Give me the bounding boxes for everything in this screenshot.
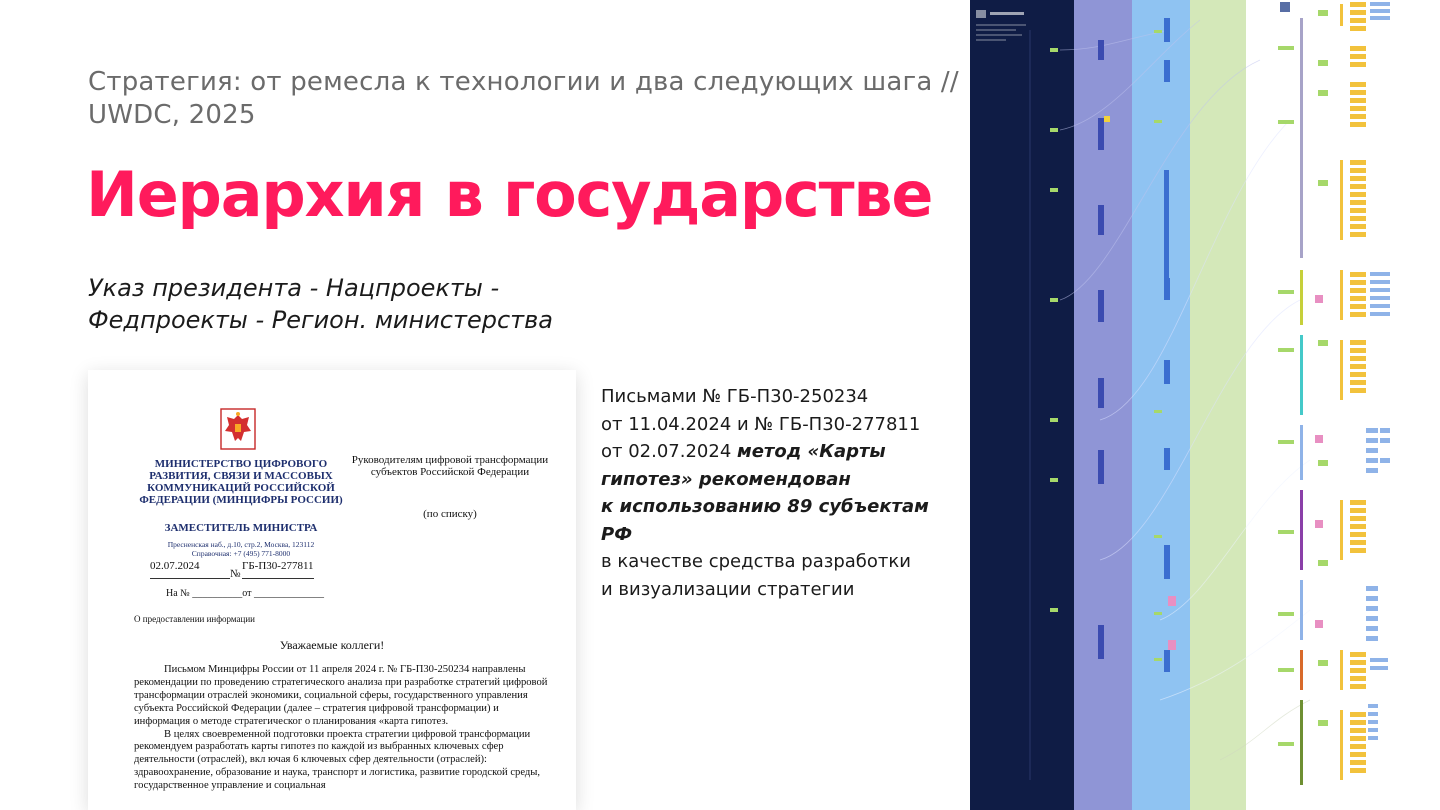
registration-number: ГБ-П30-277811: [242, 560, 314, 572]
address-line: Пресненская наб., д.10, стр.2, Москва, 123112: [167, 540, 315, 549]
column-dark: [970, 0, 1074, 810]
letter-info-line: [601, 493, 951, 548]
slide-subtitle: Указ президента - Нацпроекты - Федпроекты - Регион. министерства: [88, 274, 554, 334]
slide-title: Иерархия в государстве: [86, 158, 933, 231]
reference-line: На № __________от ______________: [166, 588, 324, 599]
divider: [150, 578, 230, 579]
letter-info-emphasis: к использованию 89 субъектам РФ: [601, 496, 929, 545]
letter-info-line: и визуализации стратегии: [601, 578, 855, 600]
deputy-minister-label: ЗАМЕСТИТЕЛЬ МИНИСТРА: [164, 522, 318, 534]
by-list-note: (по списку): [423, 508, 477, 520]
letter-recipient: Руководителям цифровой трансформации субъектов Российской Федерации: [351, 454, 549, 478]
slide-kicker: Стратегия: от ремесла к технологии и два следующих шага // UWDC, 2025: [88, 67, 959, 130]
coat-of-arms-icon: [220, 408, 256, 450]
letter-info-line: [601, 466, 951, 494]
hypothesis-map-diagram: [970, 0, 1440, 810]
letter-info-line: в качестве средства разработки: [601, 551, 911, 572]
letter-info-emphasis: гипотез» рекомендован: [601, 468, 851, 490]
registration-date: 02.07.2024: [150, 560, 200, 572]
letter-info-line: Письмами № ГБ-П30-250234: [601, 386, 869, 407]
letter-subject: О предоставлении информации: [134, 614, 255, 624]
letter-document: [88, 370, 576, 810]
registration-number-label: №: [230, 568, 241, 580]
letter-info-text: [601, 383, 951, 603]
phone-line: Справочная: +7 (495) 771-8000: [191, 549, 291, 558]
letter-info-line: от 11.04.2024 и № ГБ-П30-277811: [601, 413, 921, 435]
letter-info-plain: от 02.07.2024: [601, 441, 738, 462]
ministry-name: МИНИСТЕРСТВО ЦИФРОВОГО РАЗВИТИЯ, СВЯЗИ И МАССОВЫХ КОММУНИКАЦИЙ РОССИЙСКОЙ ФЕДЕРАЦИИ (МИНЦИФРЫ РОССИИ): [139, 458, 343, 506]
letter-paragraph: Письмом Минцифры России от 11 апреля 2024 г. № ГБ-П30-250234 направлены рекомендации по проведению стратегического анализа при разработке стратегий цифровой трансформации отраслей экономики, социальной сферы, государственного управления субъекта Российской Федерации (далее – стратегия цифровой трансформации) и информация о методе стратегическог о планирования «карта гипотез.: [134, 664, 548, 727]
letter-greeting: Уважаемые коллеги!: [279, 638, 385, 652]
letter-paragraph: В целях своевременной подготовки проекта стратегии цифровой трансформации рекомендуем разработать карты гипотез по каждой из выбранных ключевых сфер деятельности (отраслей), вкл ючая 6 ключевых сфер деятельности (отраслей): здравоохранение, образование и наука, транспорт и логистика, развитие городской среды, государственное управление и социальная: [134, 728, 541, 792]
letter-body: [134, 664, 552, 793]
letter-info-line: [601, 438, 951, 466]
divider: [242, 578, 314, 579]
column-light-green: [1190, 0, 1246, 810]
ministry-address: [136, 540, 346, 558]
letter-info-emphasis: метод «Карты: [737, 441, 886, 462]
